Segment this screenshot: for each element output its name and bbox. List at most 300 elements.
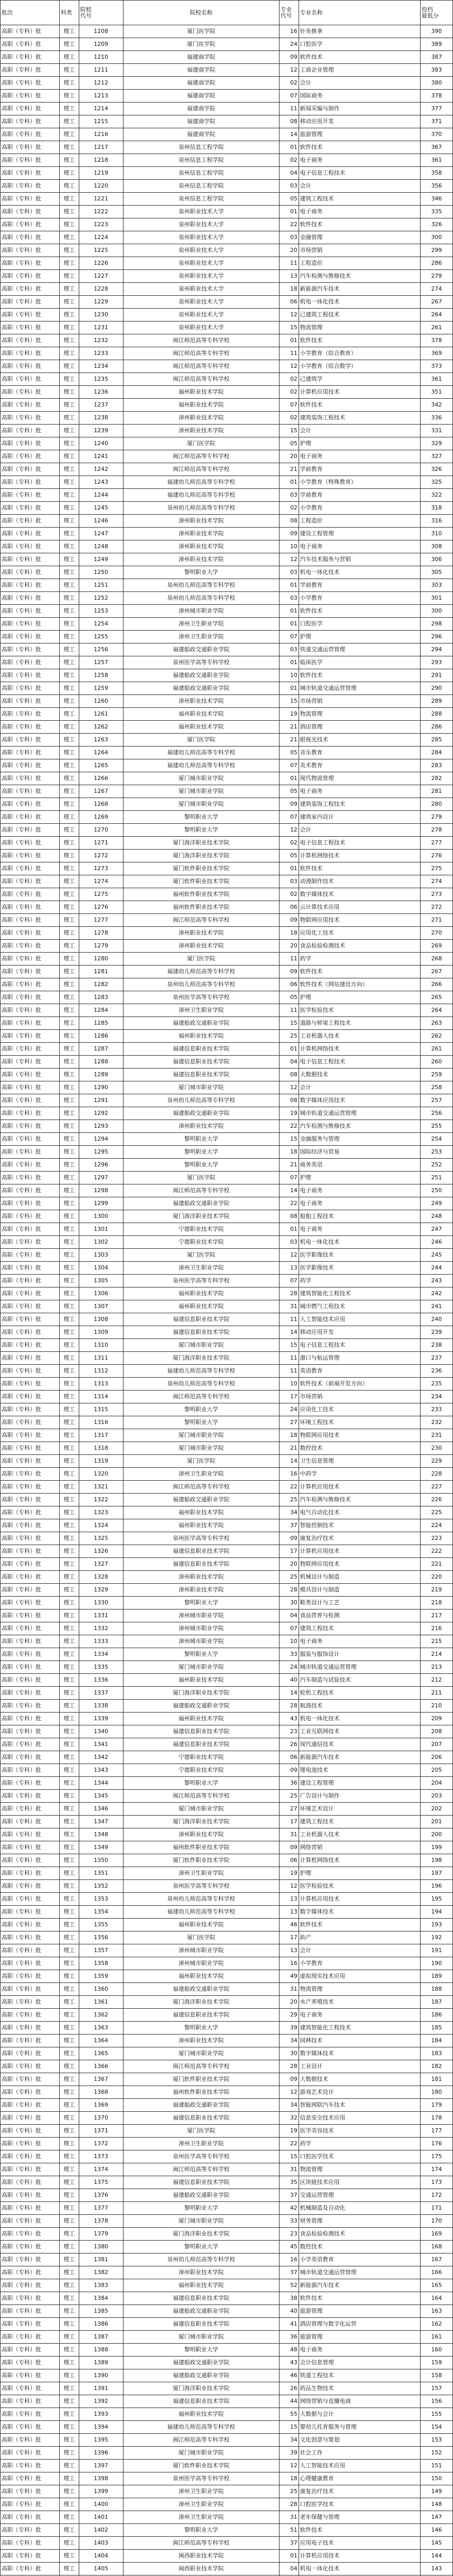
table-row bbox=[1, 1120, 453, 1133]
batch-cell: 高职（专科）批 bbox=[1, 1094, 60, 1107]
major-name-cell: 文化创意与策划 bbox=[299, 2434, 420, 2447]
table-row bbox=[1, 1996, 453, 2009]
major-name-cell: 市场营销 bbox=[299, 244, 420, 257]
min-score-cell: 243 bbox=[421, 1275, 453, 1287]
batch-cell: 高职（专科）批 bbox=[1, 502, 60, 515]
table-row bbox=[1, 2138, 453, 2150]
major-code-cell: 18 bbox=[280, 283, 299, 296]
type-cell: 理工 bbox=[60, 2099, 79, 2112]
min-score-cell: 208 bbox=[421, 1725, 453, 1738]
major-code-cell: 03 bbox=[280, 489, 299, 502]
table-row bbox=[1, 2009, 453, 2022]
min-score-cell: 256 bbox=[421, 1107, 453, 1120]
type-cell: 理工 bbox=[60, 502, 79, 515]
type-cell: 理工 bbox=[60, 1210, 79, 1223]
major-name-cell: 物联网应用技术 bbox=[299, 1429, 420, 1442]
min-score-cell: 325 bbox=[421, 476, 453, 489]
major-code-cell: 24 bbox=[280, 1661, 299, 1674]
table-row bbox=[1, 2331, 453, 2344]
batch-cell: 高职（专科）批 bbox=[1, 528, 60, 540]
school-name-cell: 福州软件职业技术学院 bbox=[123, 888, 279, 901]
school-code-cell: 1361 bbox=[79, 1996, 123, 2009]
school-name-cell: 闽江师范高等专科学校 bbox=[123, 373, 279, 386]
school-name-cell: 福州职业技术学院 bbox=[123, 1030, 279, 1043]
min-score-cell: 206 bbox=[421, 1751, 453, 1764]
school-name-cell: 漳州职业技术学院 bbox=[123, 1584, 279, 1597]
table-row bbox=[1, 1648, 453, 1661]
min-score-cell: 213 bbox=[421, 1661, 453, 1674]
type-cell: 理工 bbox=[60, 1468, 79, 1481]
major-name-cell: 小学教育（综合教育） bbox=[299, 347, 420, 360]
school-code-cell: 1349 bbox=[79, 1841, 123, 1854]
school-name-cell: 黎明职业大学 bbox=[123, 1133, 279, 1146]
min-score-cell: 264 bbox=[421, 1004, 453, 1017]
table-row bbox=[1, 2305, 453, 2318]
table-row bbox=[1, 631, 453, 643]
min-score-cell: 367 bbox=[421, 141, 453, 154]
min-score-cell: 253 bbox=[421, 1146, 453, 1159]
school-name-cell: 福建幼儿师范高等专科学校 bbox=[123, 747, 279, 759]
major-name-cell: 移动应用开发 bbox=[299, 1326, 420, 1339]
major-name-cell: 城市轨道交通运营管理 bbox=[299, 1107, 420, 1120]
table-row bbox=[1, 476, 453, 489]
school-name-cell: 福建信息职业技术学院 bbox=[123, 2176, 279, 2189]
min-score-cell: 257 bbox=[421, 1094, 453, 1107]
min-score-cell: 231 bbox=[421, 1429, 453, 1442]
min-score-cell: 163 bbox=[421, 2305, 453, 2318]
table-row bbox=[1, 2228, 453, 2241]
type-cell: 理工 bbox=[60, 334, 79, 347]
major-name-cell: 旅游管理 bbox=[299, 2331, 420, 2344]
major-name-cell: 学前教育 bbox=[299, 579, 420, 592]
major-name-cell: 眼视光技术 bbox=[299, 734, 420, 747]
major-code-cell: 22 bbox=[280, 218, 299, 231]
major-code-cell: 11 bbox=[280, 347, 299, 360]
batch-cell: 高职（专科）批 bbox=[1, 721, 60, 734]
school-code-cell: 1321 bbox=[79, 1481, 123, 1494]
major-name-cell: 国际经济与贸易 bbox=[299, 1146, 420, 1159]
major-code-cell: 31 bbox=[280, 1300, 299, 1313]
min-score-cell: 290 bbox=[421, 682, 453, 695]
type-cell: 理工 bbox=[60, 734, 79, 747]
major-code-cell: 28 bbox=[280, 1700, 299, 1713]
school-name-cell: 闽江师范高等专科学校 bbox=[123, 2434, 279, 2447]
school-name-cell: 福建信息职业技术学院 bbox=[123, 2112, 279, 2125]
header-row bbox=[1, 1, 453, 25]
table-row bbox=[1, 1442, 453, 1455]
type-cell: 理工 bbox=[60, 991, 79, 1004]
table-row bbox=[1, 90, 453, 103]
batch-cell: 高职（专科）批 bbox=[1, 734, 60, 747]
school-code-cell: 1358 bbox=[79, 1957, 123, 1970]
table-row bbox=[1, 1558, 453, 1571]
major-code-cell: 15 bbox=[280, 1017, 299, 1030]
school-name-cell: 闽西职业技术学院 bbox=[123, 2550, 279, 2563]
school-name-cell: 黎明职业大学 bbox=[123, 2022, 279, 2035]
type-cell: 理工 bbox=[60, 1931, 79, 1944]
min-score-cell: 303 bbox=[421, 579, 453, 592]
min-score-cell: 149 bbox=[421, 2485, 453, 2498]
major-code-cell: 07 bbox=[280, 90, 299, 103]
major-name-cell: 工业设计 bbox=[299, 2060, 420, 2073]
table-row bbox=[1, 1906, 453, 1919]
major-name-cell: 软件技术 bbox=[299, 399, 420, 412]
school-code-cell: 1257 bbox=[79, 656, 123, 669]
school-code-cell: 1315 bbox=[79, 1403, 123, 1416]
school-code-cell: 1331 bbox=[79, 1609, 123, 1622]
table-row bbox=[1, 2524, 453, 2537]
major-code-cell: 05 bbox=[280, 437, 299, 450]
type-cell: 理工 bbox=[60, 141, 79, 154]
type-cell: 理工 bbox=[60, 2009, 79, 2022]
major-code-cell: 15 bbox=[280, 2421, 299, 2434]
major-name-cell: 中药学 bbox=[299, 1468, 420, 1481]
table-row bbox=[1, 1751, 453, 1764]
type-cell: 理工 bbox=[60, 1043, 79, 1056]
min-score-cell: 326 bbox=[421, 218, 453, 231]
table-row bbox=[1, 914, 453, 927]
major-code-cell: 12 bbox=[280, 64, 299, 77]
major-code-cell: 06 bbox=[280, 1751, 299, 1764]
batch-cell: 高职（专科）批 bbox=[1, 656, 60, 669]
school-name-cell: 漳州卫生职业学院 bbox=[123, 2138, 279, 2150]
type-cell: 理工 bbox=[60, 283, 79, 296]
min-score-cell: 274 bbox=[421, 283, 453, 296]
school-code-cell: 1276 bbox=[79, 901, 123, 914]
type-cell: 理工 bbox=[60, 77, 79, 90]
school-name-cell: 泉州医学高等专科学校 bbox=[123, 1880, 279, 1893]
school-code-cell: 1285 bbox=[79, 1017, 123, 1030]
major-code-cell: 14 bbox=[280, 1455, 299, 1468]
type-cell: 理工 bbox=[60, 747, 79, 759]
min-score-cell: 373 bbox=[421, 360, 453, 373]
major-code-cell: 07 bbox=[280, 759, 299, 772]
school-name-cell: 厦门城市职业学院 bbox=[123, 2447, 279, 2460]
min-score-cell: 326 bbox=[421, 463, 453, 476]
min-score-cell: 156 bbox=[421, 2395, 453, 2408]
type-cell: 理工 bbox=[60, 1519, 79, 1532]
min-score-cell: 233 bbox=[421, 1403, 453, 1416]
min-score-cell: 182 bbox=[421, 2060, 453, 2073]
min-score-cell: 265 bbox=[421, 991, 453, 1004]
table-row bbox=[1, 1146, 453, 1159]
batch-cell: 高职（专科）批 bbox=[1, 2472, 60, 2485]
batch-cell: 高职（专科）批 bbox=[1, 1764, 60, 1777]
min-score-cell: 244 bbox=[421, 1262, 453, 1275]
type-cell: 理工 bbox=[60, 1184, 79, 1197]
batch-cell: 高职（专科）批 bbox=[1, 347, 60, 360]
school-name-cell: 福建幼儿师范高等专科学校 bbox=[123, 965, 279, 978]
type-cell: 理工 bbox=[60, 2253, 79, 2266]
table-row bbox=[1, 643, 453, 656]
table-row bbox=[1, 540, 453, 553]
type-cell: 理工 bbox=[60, 128, 79, 141]
batch-cell: 高职（专科）批 bbox=[1, 1262, 60, 1275]
major-name-cell: 会计 bbox=[299, 1944, 420, 1957]
school-code-cell: 1212 bbox=[79, 77, 123, 90]
school-name-cell: 福建信息职业技术学院 bbox=[123, 1326, 279, 1339]
major-name-cell: 新能源汽车技术 bbox=[299, 1751, 420, 1764]
major-code-cell: 15 bbox=[280, 695, 299, 708]
table-row bbox=[1, 1081, 453, 1094]
table-row bbox=[1, 1880, 453, 1893]
school-code-cell: 1258 bbox=[79, 669, 123, 682]
batch-cell: 高职（专科）批 bbox=[1, 2318, 60, 2331]
major-name-cell: 数字媒体技术 bbox=[299, 888, 420, 901]
school-code-cell: 1310 bbox=[79, 1339, 123, 1352]
major-name-cell: 婴幼儿托育服务与管理 bbox=[299, 2421, 420, 2434]
major-code-cell: 20 bbox=[280, 940, 299, 953]
batch-cell: 高职（专科）批 bbox=[1, 463, 60, 476]
table-row bbox=[1, 1300, 453, 1313]
major-code-cell: 43 bbox=[280, 1713, 299, 1725]
type-cell: 理工 bbox=[60, 1996, 79, 2009]
batch-cell: 高职（专科）批 bbox=[1, 334, 60, 347]
header-school-code-line1: 院校 bbox=[80, 6, 92, 13]
school-code-cell: 1307 bbox=[79, 1300, 123, 1313]
major-code-cell: 31 bbox=[280, 1983, 299, 1996]
table-row bbox=[1, 2099, 453, 2112]
major-code-cell: 28 bbox=[280, 2498, 299, 2511]
table-row bbox=[1, 1854, 453, 1867]
min-score-cell: 378 bbox=[421, 334, 453, 347]
min-score-cell: 181 bbox=[421, 2073, 453, 2086]
school-code-cell: 1335 bbox=[79, 1661, 123, 1674]
min-score-cell: 162 bbox=[421, 2318, 453, 2331]
table-row bbox=[1, 811, 453, 824]
min-score-cell: 254 bbox=[421, 1133, 453, 1146]
school-code-cell: 1242 bbox=[79, 463, 123, 476]
school-code-cell: 1268 bbox=[79, 798, 123, 811]
school-code-cell: 1311 bbox=[79, 1352, 123, 1365]
table-row bbox=[1, 1429, 453, 1442]
batch-cell: 高职（专科）批 bbox=[1, 888, 60, 901]
school-code-cell: 1393 bbox=[79, 2408, 123, 2421]
major-code-cell: 17 bbox=[280, 1931, 299, 1944]
major-name-cell: 酒店管理与数字化运营 bbox=[299, 2318, 420, 2331]
table-row bbox=[1, 2112, 453, 2125]
major-code-cell: 30 bbox=[280, 2047, 299, 2060]
school-code-cell: 1237 bbox=[79, 399, 123, 412]
min-score-cell: 174 bbox=[421, 2163, 453, 2176]
school-name-cell: 漳州卫生职业学院 bbox=[123, 631, 279, 643]
batch-cell: 高职（专科）批 bbox=[1, 218, 60, 231]
school-code-cell: 1360 bbox=[79, 1983, 123, 1996]
min-score-cell: 383 bbox=[421, 64, 453, 77]
table-row bbox=[1, 1030, 453, 1043]
type-cell: 理工 bbox=[60, 425, 79, 437]
school-name-cell: 福建信息职业技术学院 bbox=[123, 2395, 279, 2408]
table-row bbox=[1, 1262, 453, 1275]
major-name-cell: 城市轨道交通运营管理 bbox=[299, 1661, 420, 1674]
type-cell: 理工 bbox=[60, 2331, 79, 2344]
major-code-cell: 12 bbox=[280, 2460, 299, 2472]
header-batch-label: 批次 bbox=[2, 9, 13, 16]
header-batch bbox=[1, 1, 60, 25]
table-row bbox=[1, 2344, 453, 2357]
min-score-cell: 199 bbox=[421, 1841, 453, 1854]
type-cell: 理工 bbox=[60, 1506, 79, 1519]
school-name-cell: 厦门海洋职业技术学院 bbox=[123, 1352, 279, 1365]
major-name-cell: 小学教育（综合数学） bbox=[299, 360, 420, 373]
type-cell: 理工 bbox=[60, 2138, 79, 2150]
school-code-cell: 1348 bbox=[79, 1828, 123, 1841]
school-name-cell: 闽江师范高等专科学校 bbox=[123, 1184, 279, 1197]
min-score-cell: 273 bbox=[421, 888, 453, 901]
school-code-cell: 1381 bbox=[79, 2253, 123, 2266]
table-row bbox=[1, 1957, 453, 1970]
major-code-cell: 42 bbox=[280, 2202, 299, 2215]
major-code-cell: 21 bbox=[280, 1159, 299, 1172]
table-row bbox=[1, 837, 453, 850]
min-score-cell: 159 bbox=[421, 2357, 453, 2369]
min-score-cell: 169 bbox=[421, 2228, 453, 2241]
table-row bbox=[1, 566, 453, 579]
school-code-cell: 1317 bbox=[79, 1429, 123, 1442]
school-name-cell: 漳州城市职业学院 bbox=[123, 1609, 279, 1622]
major-code-cell: 01 bbox=[280, 334, 299, 347]
school-name-cell: 宁德职业技术学院 bbox=[123, 1236, 279, 1249]
table-row bbox=[1, 2125, 453, 2138]
table-body bbox=[1, 25, 453, 2576]
min-score-cell: 178 bbox=[421, 2112, 453, 2125]
school-name-cell: 漳州职业技术学院 bbox=[123, 425, 279, 437]
school-name-cell: 福建商学院 bbox=[123, 115, 279, 128]
major-code-cell: 01 bbox=[280, 579, 299, 592]
min-score-cell: 183 bbox=[421, 2047, 453, 2060]
type-cell: 理工 bbox=[60, 1661, 79, 1674]
major-code-cell: 01 bbox=[280, 141, 299, 154]
school-code-cell: 1290 bbox=[79, 1081, 123, 1094]
major-code-cell: 23 bbox=[280, 2228, 299, 2241]
major-code-cell: 10 bbox=[280, 1378, 299, 1391]
batch-cell: 高职（专科）批 bbox=[1, 991, 60, 1004]
type-cell: 理工 bbox=[60, 1828, 79, 1841]
min-score-cell: 218 bbox=[421, 1597, 453, 1609]
major-name-cell: 区块链技术应用 bbox=[299, 2176, 420, 2189]
major-code-cell: 11 bbox=[280, 1365, 299, 1378]
min-score-cell: 329 bbox=[421, 437, 453, 450]
major-name-cell: 汽车技术服务与营销 bbox=[299, 553, 420, 566]
school-code-cell: 1375 bbox=[79, 2176, 123, 2189]
min-score-cell: 361 bbox=[421, 373, 453, 386]
major-code-cell: 03 bbox=[280, 1236, 299, 1249]
school-code-cell: 1225 bbox=[79, 244, 123, 257]
major-code-cell: 44 bbox=[280, 2395, 299, 2408]
table-row bbox=[1, 1983, 453, 1996]
type-cell: 理工 bbox=[60, 1944, 79, 1957]
school-code-cell: 1405 bbox=[79, 2563, 123, 2575]
major-code-cell: 25 bbox=[280, 1030, 299, 1043]
major-code-cell: 25 bbox=[280, 1494, 299, 1506]
major-code-cell: 02 bbox=[280, 502, 299, 515]
type-cell: 理工 bbox=[60, 1107, 79, 1120]
school-code-cell: 1217 bbox=[79, 141, 123, 154]
type-cell: 理工 bbox=[60, 2511, 79, 2524]
major-code-cell: 13 bbox=[280, 1893, 299, 1906]
table-row bbox=[1, 1094, 453, 1107]
min-score-cell: 361 bbox=[421, 154, 453, 167]
min-score-cell: 252 bbox=[421, 1159, 453, 1172]
major-name-cell: 应用电子技术 bbox=[299, 2537, 420, 2550]
type-cell: 理工 bbox=[60, 1416, 79, 1429]
major-code-cell: 13 bbox=[280, 1944, 299, 1957]
min-score-cell: 220 bbox=[421, 1571, 453, 1584]
table-row bbox=[1, 1571, 453, 1584]
batch-cell: 高职（专科）批 bbox=[1, 1326, 60, 1339]
batch-cell: 高职（专科）批 bbox=[1, 2408, 60, 2421]
batch-cell: 高职（专科）批 bbox=[1, 2434, 60, 2447]
batch-cell: 高职（专科）批 bbox=[1, 1210, 60, 1223]
batch-cell: 高职（专科）批 bbox=[1, 283, 60, 296]
major-code-cell: 32 bbox=[280, 2112, 299, 2125]
school-name-cell: 黎明职业大学 bbox=[123, 824, 279, 837]
major-name-cell: 药学 bbox=[299, 1275, 420, 1287]
school-name-cell: 漳州卫生职业学院 bbox=[123, 2511, 279, 2524]
school-code-cell: 1209 bbox=[79, 38, 123, 51]
min-score-cell: 293 bbox=[421, 656, 453, 669]
major-code-cell: 01 bbox=[280, 862, 299, 875]
major-name-cell: 护理 bbox=[299, 991, 420, 1004]
major-code-cell: 15 bbox=[280, 1133, 299, 1146]
table-row bbox=[1, 2408, 453, 2421]
major-code-cell: 10 bbox=[280, 540, 299, 553]
min-score-cell: 255 bbox=[421, 1120, 453, 1133]
table-row bbox=[1, 1725, 453, 1738]
table-row bbox=[1, 2485, 453, 2498]
batch-cell: 高职（专科）批 bbox=[1, 2550, 60, 2563]
major-name-cell: 医学检验技术 bbox=[299, 1004, 420, 1017]
type-cell: 理工 bbox=[60, 978, 79, 991]
table-row bbox=[1, 1004, 453, 1017]
major-code-cell: 04 bbox=[280, 1056, 299, 1069]
type-cell: 理工 bbox=[60, 643, 79, 656]
school-name-cell: 福州职业技术学院 bbox=[123, 1674, 279, 1687]
school-name-cell: 厦门海洋职业技术学院 bbox=[123, 2382, 279, 2395]
type-cell: 理工 bbox=[60, 2344, 79, 2357]
school-code-cell: 1279 bbox=[79, 940, 123, 953]
major-name-cell: 会计 bbox=[299, 77, 420, 90]
school-name-cell: 闽江师范高等专科学校 bbox=[123, 463, 279, 476]
type-cell: 理工 bbox=[60, 1172, 79, 1184]
min-score-cell: 194 bbox=[421, 1906, 453, 1919]
school-code-cell: 1330 bbox=[79, 1597, 123, 1609]
major-code-cell: 15 bbox=[280, 1339, 299, 1352]
major-name-cell: 护理 bbox=[299, 1867, 420, 1880]
school-code-cell: 1402 bbox=[79, 2524, 123, 2537]
major-name-cell: 软件技术 bbox=[299, 218, 420, 231]
type-cell: 理工 bbox=[60, 888, 79, 901]
type-cell: 理工 bbox=[60, 206, 79, 218]
batch-cell: 高职（专科）批 bbox=[1, 798, 60, 811]
school-code-cell: 1390 bbox=[79, 2369, 123, 2382]
school-code-cell: 1250 bbox=[79, 566, 123, 579]
school-code-cell: 1308 bbox=[79, 1313, 123, 1326]
min-score-cell: 232 bbox=[421, 1416, 453, 1429]
batch-cell: 高职（专科）批 bbox=[1, 1468, 60, 1481]
major-name-cell: 软件技术 bbox=[299, 334, 420, 347]
table-row bbox=[1, 1133, 453, 1146]
table-row bbox=[1, 1352, 453, 1365]
school-name-cell: 福建信息职业技术学院 bbox=[123, 1725, 279, 1738]
major-name-cell: 金融管理 bbox=[299, 231, 420, 244]
school-code-cell: 1316 bbox=[79, 1416, 123, 1429]
major-code-cell: 10 bbox=[280, 1635, 299, 1648]
school-code-cell: 1252 bbox=[79, 592, 123, 605]
type-cell: 理工 bbox=[60, 450, 79, 463]
type-cell: 理工 bbox=[60, 1223, 79, 1236]
batch-cell: 高职（专科）批 bbox=[1, 180, 60, 193]
